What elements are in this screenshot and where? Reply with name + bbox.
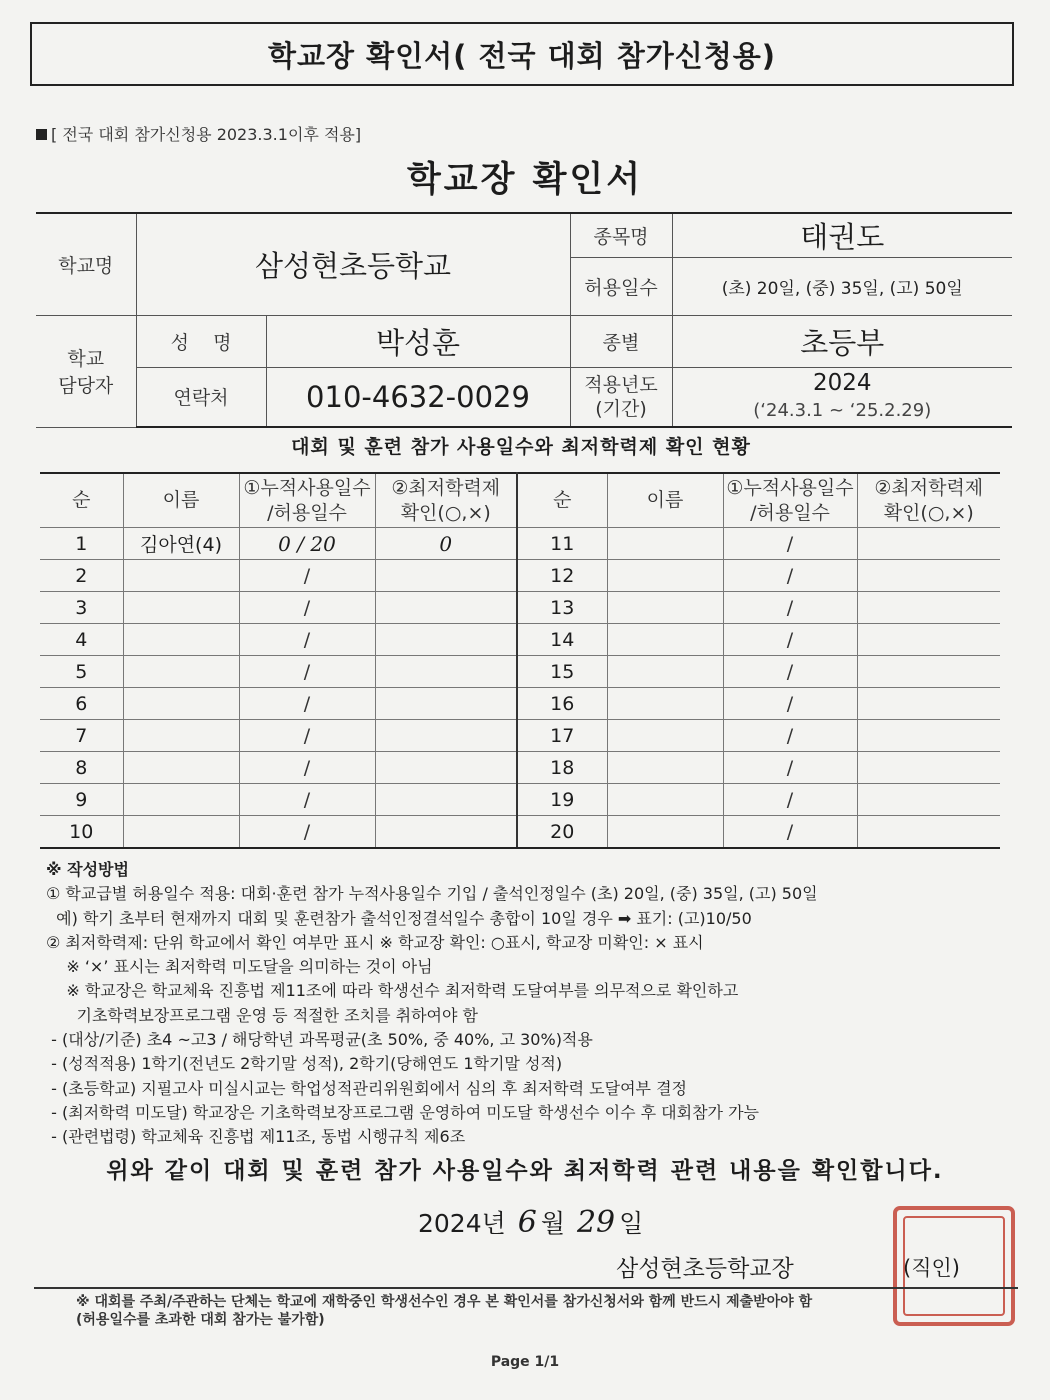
record-name [123, 816, 239, 849]
record-min [375, 816, 517, 849]
record-no: 9 [40, 784, 123, 816]
allowed-days-value: (초) 20일, (중) 35일, (고) 50일 [672, 257, 1012, 315]
record-name [123, 624, 239, 656]
table-row [40, 528, 1000, 560]
record-days: 0 / 20 [239, 528, 375, 560]
header-min-right-line1: ②최저학력제 [874, 476, 984, 499]
table-row [40, 784, 1000, 816]
header-min-line2: 확인(○,×) [400, 501, 491, 524]
header-min-right [857, 473, 1000, 528]
records-body [40, 473, 1000, 848]
record-no: 19 [517, 784, 607, 816]
manager-label-line2: 담당자 [58, 375, 114, 397]
instruction-line: ※ ‘×’ 표시는 최저학력 미도달을 의미하는 것이 아님 [46, 957, 433, 977]
record-min [375, 784, 517, 816]
footer-line2: (허용일수를 초과한 대회 참가는 불가함) [76, 1312, 325, 1328]
record-days: / [239, 688, 375, 720]
contact-value: 010-4632-0029 [266, 367, 570, 427]
header-days-right [723, 473, 857, 528]
record-no: 3 [40, 592, 123, 624]
record-no: 20 [517, 816, 607, 849]
instruction-line: ① 학교급별 허용일수 적용: 대회·훈련 참가 누적사용일수 기입 / 출석인정일수 (초) 20일, (중) 35일, (고) 50일 [46, 884, 818, 904]
header-days-right-line1: ①누적사용일수 [726, 476, 854, 499]
record-days: / [723, 720, 857, 752]
record-no: 13 [517, 592, 607, 624]
header-min-right-line2: 확인(○,×) [883, 501, 974, 524]
record-no: 7 [40, 720, 123, 752]
record-no: 11 [517, 528, 607, 560]
record-no: 1 [40, 528, 123, 560]
manager-label [36, 315, 136, 427]
confirmation-statement: 위와 같이 대회 및 훈련 참가 사용일수와 최저학력 관련 내용을 확인합니다. [106, 1158, 944, 1184]
info-table [36, 212, 1012, 428]
table-row [40, 720, 1000, 752]
record-min [857, 592, 1000, 624]
record-days: / [239, 816, 375, 849]
header-min-line1: ②최저학력제 [391, 476, 501, 499]
record-days: / [723, 656, 857, 688]
year-label-line1: 적용년도 [584, 373, 658, 396]
record-name [607, 816, 723, 849]
record-days: / [239, 624, 375, 656]
record-no: 4 [40, 624, 123, 656]
name-value: 박성훈 [266, 315, 570, 367]
table-row [40, 560, 1000, 592]
header-days-line1: ①누적사용일수 [243, 476, 371, 499]
record-min [857, 656, 1000, 688]
record-name [607, 592, 723, 624]
writing-instructions [46, 858, 1016, 1150]
record-min [375, 720, 517, 752]
instruction-line: - (관련법령) 학교체육 진흥법 제11조, 동법 시행규칙 제6조 [46, 1127, 466, 1147]
record-days: / [239, 720, 375, 752]
signer-title: 삼성현초등학교장 [616, 1256, 794, 1282]
header-name: 이름 [123, 473, 239, 528]
record-days: / [723, 528, 857, 560]
record-no: 15 [517, 656, 607, 688]
record-days: / [723, 784, 857, 816]
record-min [375, 624, 517, 656]
year-label [570, 367, 672, 427]
sub-note [36, 122, 361, 145]
record-min [857, 720, 1000, 752]
banner-title: 학교장 확인서( 전국 대회 참가신청용) [30, 22, 1014, 86]
record-no: 18 [517, 752, 607, 784]
contact-label: 연락처 [136, 367, 266, 427]
date-day: 29 [576, 1205, 616, 1240]
header-days-right-line2: /허용일수 [750, 501, 830, 524]
record-min [857, 816, 1000, 849]
header-name-right: 이름 [607, 473, 723, 528]
event-label: 종목명 [570, 213, 672, 257]
table-row [40, 816, 1000, 849]
instruction-line: - (대상/기준) 초4 ~고3 / 해당학년 과목평균(초 50%, 중 40%, 고 30%)적용 [46, 1030, 593, 1050]
record-days: / [723, 752, 857, 784]
record-no: 16 [517, 688, 607, 720]
main-title: 학교장 확인서 [406, 160, 644, 200]
allowed-days-label: 허용일수 [570, 257, 672, 315]
record-name [123, 752, 239, 784]
header-order: 순 [40, 473, 123, 528]
division-value: 초등부 [672, 315, 1012, 367]
record-days: / [239, 752, 375, 784]
record-min [857, 752, 1000, 784]
date-month-unit: 월 [540, 1209, 565, 1238]
year-label-line2: (기간) [595, 397, 647, 420]
square-bullet-icon [36, 129, 47, 140]
header-order-right: 순 [517, 473, 607, 528]
signature-date [418, 1204, 643, 1240]
record-no: 8 [40, 752, 123, 784]
record-name [607, 560, 723, 592]
record-min: 0 [375, 528, 517, 560]
record-name [123, 720, 239, 752]
name-label: 성 명 [136, 315, 266, 367]
record-no: 10 [40, 816, 123, 849]
table-row [40, 656, 1000, 688]
seal-label: (직인) [903, 1256, 960, 1280]
header-days [239, 473, 375, 528]
record-no: 12 [517, 560, 607, 592]
record-name [123, 592, 239, 624]
school-label: 학교명 [36, 213, 136, 315]
record-no: 5 [40, 656, 123, 688]
record-days: / [723, 688, 857, 720]
record-name [123, 656, 239, 688]
division-label: 종별 [570, 315, 672, 367]
table-row [40, 592, 1000, 624]
record-min [375, 752, 517, 784]
record-days: / [239, 784, 375, 816]
table-header-row [40, 473, 1000, 528]
record-name: 김아연(4) [123, 528, 239, 560]
record-min [375, 560, 517, 592]
record-days: / [723, 624, 857, 656]
record-no: 2 [40, 560, 123, 592]
event-value: 태권도 [672, 213, 1012, 257]
record-name [607, 752, 723, 784]
instruction-line: ※ 작성방법 [46, 860, 129, 879]
record-min [375, 688, 517, 720]
footer-line1: ※ 대회를 주최/주관하는 단체는 학교에 재학중인 학생선수인 경우 본 확인서를 참가신청서와 함께 반드시 제출받아야 함 [76, 1294, 813, 1310]
record-no: 6 [40, 688, 123, 720]
manager-label-line1: 학교 [67, 348, 105, 370]
instruction-line: - (성적적용) 1학기(전년도 2학기말 성적), 2학기(당해연도 1학기말 성적) [46, 1054, 563, 1074]
record-days: / [723, 816, 857, 849]
year-cell [672, 367, 1012, 427]
table-row [40, 688, 1000, 720]
record-days: / [239, 656, 375, 688]
footer-note [76, 1293, 1016, 1329]
record-name [607, 656, 723, 688]
school-name: 삼성현초등학교 [136, 213, 570, 315]
instruction-line: - (최저학력 미도달) 학교장은 기초학력보장프로그램 운영하여 미도달 학생선수 이수 후 대회참가 가능 [46, 1102, 759, 1122]
date-month: 6 [517, 1205, 537, 1240]
year-value: 2024 [812, 369, 872, 396]
date-day-unit: 일 [619, 1209, 644, 1238]
instruction-line: - (초등학교) 지필고사 미실시교는 학업성적관리위원회에서 심의 후 최저학력 도달여부 결정 [46, 1078, 687, 1098]
record-name [607, 720, 723, 752]
page-number: Page 1/1 [490, 1354, 560, 1370]
section-title: 대회 및 훈련 참가 사용일수와 최저학력제 확인 현황 [291, 436, 751, 458]
record-name [123, 688, 239, 720]
sub-note-text: [ 전국 대회 참가신청용 2023.3.1이후 적용] [51, 125, 362, 144]
record-name [607, 624, 723, 656]
record-name [607, 688, 723, 720]
instruction-line: ② 최저학력제: 단위 학교에서 확인 여부만 표시 ※ 학교장 확인: ○표시, 학교장 미확인: × 표시 [46, 932, 704, 952]
record-no: 17 [517, 720, 607, 752]
record-name [123, 560, 239, 592]
record-min [857, 560, 1000, 592]
record-min [857, 688, 1000, 720]
instruction-line: 기초학력보장프로그램 운영 등 적절한 조치를 취하여야 함 [46, 1005, 478, 1025]
record-min [857, 624, 1000, 656]
year-period: (‘24.3.1 ~ ‘25.2.29) [753, 399, 932, 421]
record-no: 14 [517, 624, 607, 656]
record-days: / [723, 592, 857, 624]
instruction-line: 예) 학기 초부터 현재까지 대회 및 훈련참가 출석인정결석일수 총합이 10일 경우 ➡ 표기: (고)10/50 [46, 908, 752, 928]
record-min [857, 528, 1000, 560]
record-days: / [239, 560, 375, 592]
records-table [40, 472, 1000, 849]
record-min [857, 784, 1000, 816]
header-days-line2: /허용일수 [267, 501, 347, 524]
record-name [123, 784, 239, 816]
record-min [375, 656, 517, 688]
record-days: / [239, 592, 375, 624]
record-min [375, 592, 517, 624]
footer-divider [34, 1287, 1018, 1289]
record-name [607, 528, 723, 560]
instruction-line: ※ 학교장은 학교체육 진흥법 제11조에 따라 학생선수 최저학력 도달여부를 의무적으로 확인하고 [46, 981, 739, 1001]
table-row [40, 752, 1000, 784]
table-row [40, 624, 1000, 656]
header-min [375, 473, 517, 528]
record-days: / [723, 560, 857, 592]
record-name [607, 784, 723, 816]
date-year: 2024년 [418, 1209, 506, 1238]
